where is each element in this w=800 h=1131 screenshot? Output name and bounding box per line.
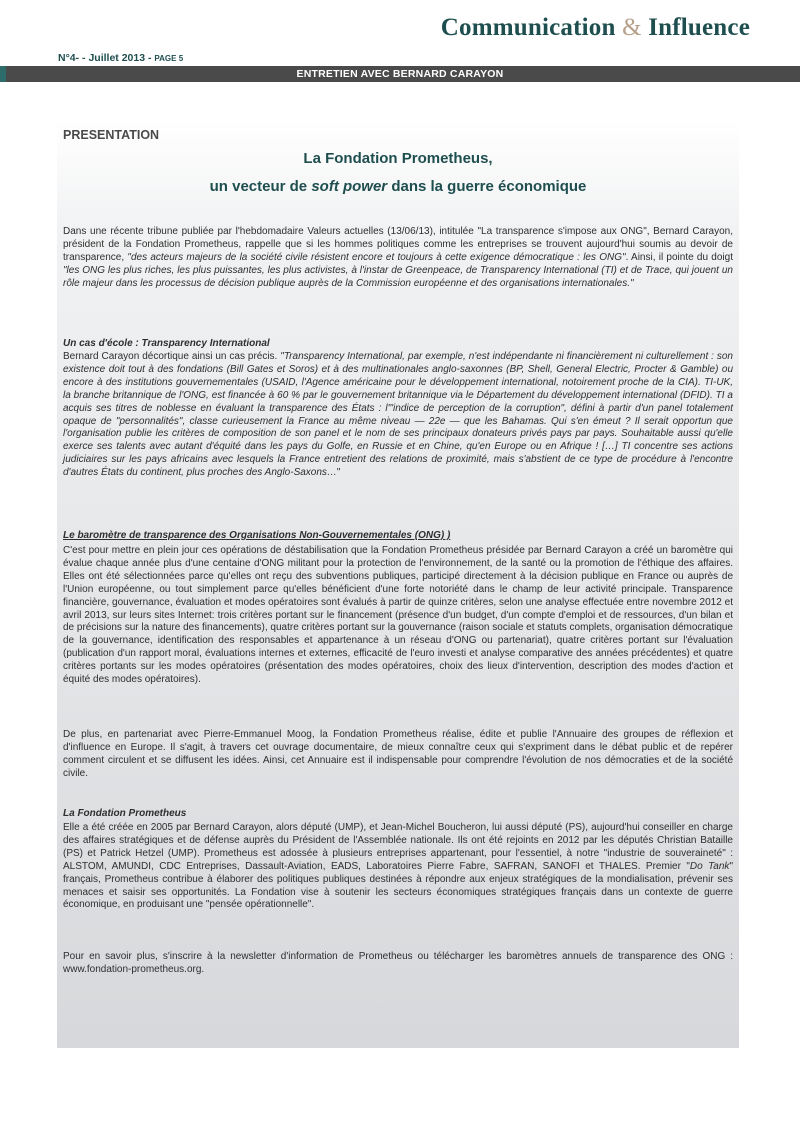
intro-paragraph [63, 226, 733, 291]
intro-quote-1: "des acteurs majeurs de la société civile résistent encore et toujours à cette exigence démocratique : les ONG" [127, 251, 626, 263]
section2-heading: Le baromètre de transparence des Organisations Non-Gouvernementales (ONG) ) [63, 530, 451, 541]
page-number: PAGE 5 [154, 54, 184, 63]
section1-quote: "Transparency International, par exemple, n'est indépendante ni financièrement ni culturellement : son existence doit tout à des fondations (Bill Gates et Soros) et à des multinationales anglo-saxonnes (BP, Shell, General Electric, Procter & Gamble) ou encore à des institutions gouvernementales (USAID, l'Agence américaine pour le développement international, notoirement proche de la CIA). TI-UK, la branche britannique de l'ONG, est financée à 60 % par le gouvernement britannique via le Département du développement international (DFID). TI a acquis ses titres de noblesse en évaluant la transparence des États : l'"indice de perception de la corruption", défini à partir d'un panel totalement opaque de "personnalités", classe curieusement la France au même niveau — 22e — que les Bahamas. Qui s'en émeut ? Il serait opportun que l'organisation publie les critères de composition de son panel et le nom de ses principaux donateurs privés pays par pays. Souhaitable aussi qu'elle exerce ses talents avec autant d'équité dans les pays du Golfe, en Russie et en Chine, qu'en Europe ou en Afrique ! […] TI concentre ses actions judiciaires sur les pays africains avec lesquels la France entretient des relations de proximité, mais s'abstient de ce type de procédure à l'encontre d'autres États du continent, plus proches des Anglo-Saxons… [63, 351, 733, 479]
brand-right: Influence [648, 14, 750, 41]
band-title: ENTRETIEN AVEC BERNARD CARAYON [296, 68, 504, 80]
section3-text-b: " français, Prometheus contribue à élaborer des politiques publiques destinées à répondre aux enjeux stratégiques de la mondialisation, prévenir ses menaces et saisir ses opportunités. La Fondation vise à soutenir les secteurs économiques stratégiques français dans un contexte de guerre économique, en produisant une "pensée opérationnelle". [63, 860, 733, 911]
article-title-line1: La Fondation Prometheus, [303, 150, 493, 167]
intro-text-b: . Ainsi, il pointe du doigt [625, 251, 733, 263]
section1-heading: Un cas d'école : Transparency International [63, 338, 270, 349]
section3-text-a: Elle a été créée en 2005 par Bernard Carayon, alors député (UMP), et Jean-Michel Boucheron, lui aussi député (PS), aujourd'hui conseiller en charge des affaires stratégiques et de défense auprès du Président de l'Assemblée nationale. Ils ont été rejoints en 2012 par les députés Christian Bataille (PS) et Patrick Hetzel (UMP). Prometheus est adossée à plusieurs entreprises appartenant, pour l'essentiel, à notre "industrie de souveraineté" : ALSTOM, AMUNDI, CDC Entreprises, Dassault-Aviation, EADS, Laboratoires Pierre Fabre, SAFRAN, SANOFI et THALES. Premier " [63, 822, 733, 872]
intro-text-a: Dans une récente tribune publiée par l'hebdomadaire Valeurs actuelles (13/06/13), intitulée "La transparence s'impose aux ONG", Bernard Carayon, président de la Fondation Prometheus, rappelle que si les hommes politiques comme les entreprises se trouvent aujourd'hui soumis au devoir de transparence, [63, 226, 733, 263]
title-part-b: dans la guerre économique [387, 178, 587, 195]
section1-quote-end: " [336, 467, 341, 479]
section2-paragraph2: De plus, en partenariat avec Pierre-Emmanuel Moog, la Fondation Prometheus réalise, édite et publie l'Annuaire des groupes de réflexion et d'influence en Europe. Il s'agit, à travers cet ouvrage documentaire, de mieux connaître ceux qui s'expriment dans le débat public et de repérer comment circulent et se diffusent les idées. Ainsi, cet Annuaire est il indispensable pour comprendre l'évolution de nos démocraties et de la société civile. [63, 729, 733, 779]
brand-ampersand: & [622, 14, 642, 41]
intro-quote-2: "les ONG les plus riches, les plus puissantes, les plus activistes, à l'instar de Greenpeace, de Transparency International (TI) et de Trace, qui jouent un rôle majeur dans les processus de décision publique auprès de la Commission européenne et des organisations internationales." [63, 264, 733, 289]
section1-text-a: Bernard Carayon décortique ainsi un cas précis. [63, 351, 281, 362]
section1-paragraph [63, 351, 733, 480]
article-title-line2 [57, 178, 739, 195]
do-tank-emphasis: Do Tank [689, 860, 730, 872]
section3-heading: La Fondation Prometheus [63, 808, 187, 819]
section-label: PRESENTATION [63, 128, 160, 142]
brand-left: Communication [440, 14, 616, 41]
publication-brand [441, 14, 750, 42]
issue-number: N°4- - Juillet 2013 - [58, 52, 155, 64]
section3-paragraph [63, 822, 733, 912]
title-emphasis: soft power [311, 178, 388, 195]
issue-info [58, 52, 183, 64]
title-part-a: un vecteur de [209, 178, 312, 195]
section2-paragraph1: C'est pour mettre en plein jour ces opérations de déstabilisation que la Fondation Prometheus présidée par Bernard Carayon a créé un baromètre qui évalue chaque année plus d'une centaine d'ONG militant pour la protection de l'environnement, de la santé ou la promotion de l'éthique des affaires. Elles ont été sélectionnées parce qu'elles ont reçu des subventions publiques, participé directement à la décision publique en France ou auprès de l'Union européenne, ou tout simplement parce qu'elles bénéficient d'une forte notoriété dans le champ de leur activité principale. Transparence financière, gouvernance, évaluation et modes opératoires sont évalués à partir de quinze critères, selon une analyse effectuée entre novembre 2012 et avril 2013, sur leurs sites Internet: trois critères portant sur le financement (présence d'un budget, d'un compte d'emploi et de ressources, d'un bilan et de précisions sur la nature des financements), quatre critères portant sur la gouvernance (raison sociale et statuts complets, organisation démocratique de la gouvernance, identification des responsables et appartenance à un réseau d'ONG ou partenariat), quatre critères portant sur l'évaluation (publication d'un rapport moral, évaluations internes et externes, efficacité de l'euro investi et analyse comparative des années précédentes) et quatre critères portants sur les modes opératoires (présentation des modes opératoires, choix des lieux d'intervention, description des modes d'action et équité des modes opératoires). [63, 545, 733, 686]
closing-paragraph: Pour en savoir plus, s'inscrire à la newsletter d'information de Prometheus ou télécharger les baromètres annuels de transparence des ONG : www.fondation-prometheus.org. [63, 951, 733, 975]
